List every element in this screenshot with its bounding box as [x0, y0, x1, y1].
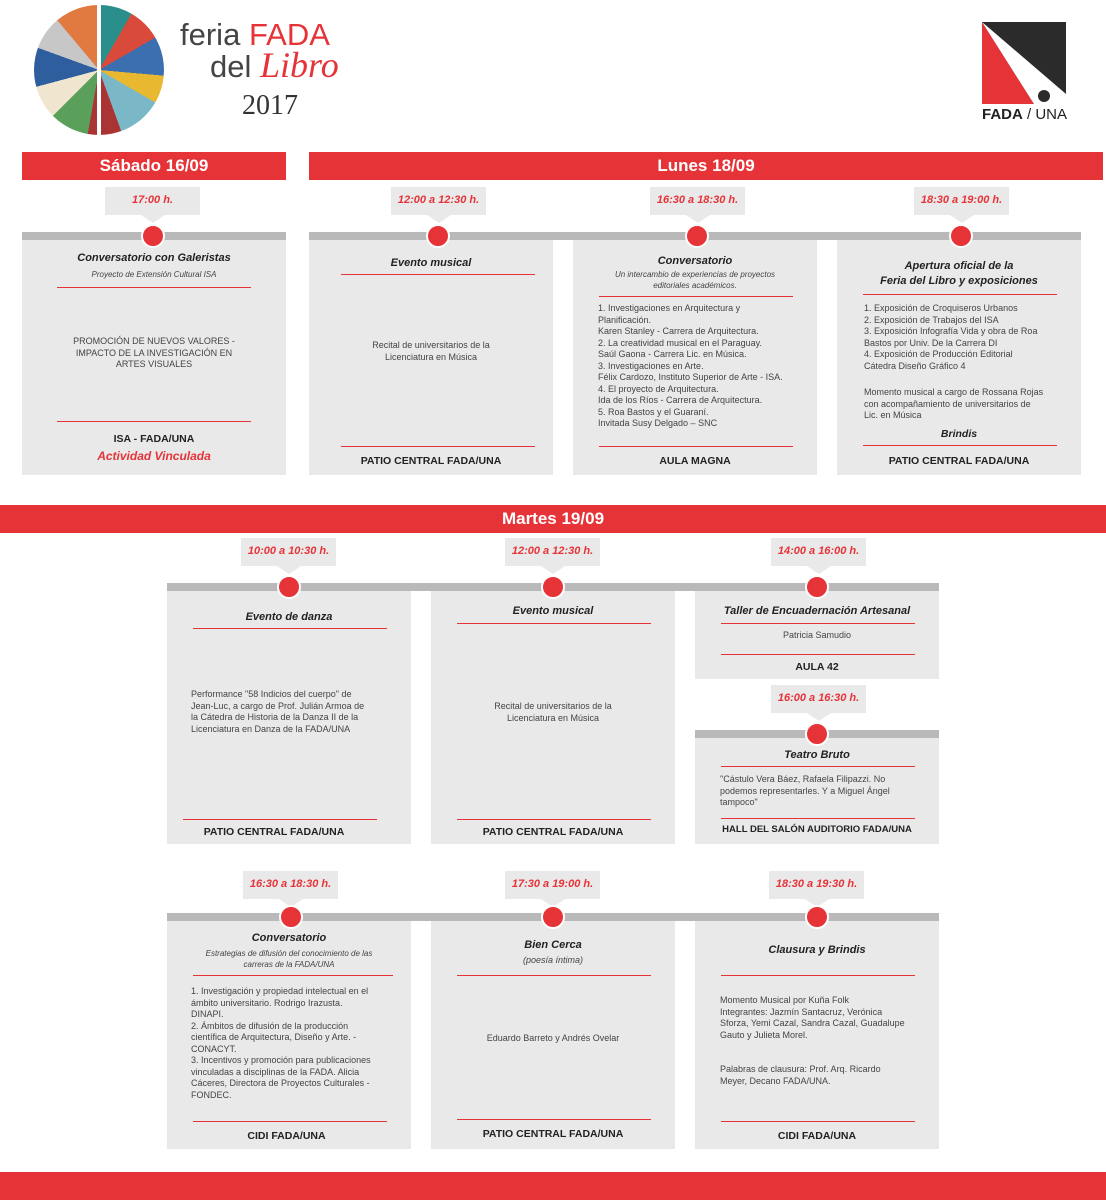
fada-logo-icon [982, 22, 1066, 104]
feria-title [180, 17, 339, 85]
event-card-clausura [695, 921, 939, 1149]
event-place: HALL DEL SALÓN AUDITORIO FADA/UNA [722, 824, 912, 835]
divider [457, 819, 651, 820]
event-subtitle: Proyecto de Extensión Cultural ISA [91, 270, 217, 279]
day-header-sabado: Sábado 16/09 [22, 152, 286, 180]
divider [57, 421, 251, 422]
timeline-dot [426, 224, 450, 248]
footer-bar [0, 1172, 1106, 1200]
timeline-dot [541, 575, 565, 599]
event-place: PATIO CENTRAL FADA/UNA [482, 826, 624, 838]
event-description-closing: Palabras de clausura: Prof. Arq. Ricardo Meyer, Decano FADA/UNA. [720, 1064, 881, 1086]
divider [341, 446, 535, 447]
event-title: Taller de Encuadernación Artesanal [723, 605, 911, 617]
divider [193, 1121, 387, 1122]
time-tag: 18:30 a 19:30 h. [769, 871, 864, 899]
time-tag: 17:00 h. [105, 187, 200, 215]
divider [193, 975, 393, 976]
event-description: Patricia Samudio [782, 630, 852, 640]
event-card-apertura [837, 240, 1081, 475]
timeline-dot [277, 575, 301, 599]
divider [863, 445, 1057, 446]
event-title: Conversatorio [251, 932, 327, 944]
timeline-dot [805, 575, 829, 599]
divider [57, 287, 251, 288]
event-title: Teatro Bruto [784, 749, 850, 761]
title-word-feria: feria [180, 17, 241, 52]
event-description: Performance "58 Indicios del cuerpo" de Jean-Luc, a cargo de Prof. Julián Armoa de la Cátedra de Historia de la Danza II de la Licenciatura en Danza de la FADA/UNA [191, 689, 365, 734]
divider [457, 1119, 651, 1120]
event-place: PATIO CENTRAL FADA/UNA [360, 455, 502, 467]
title-word-del: del [210, 49, 252, 84]
timeline-dot [805, 905, 829, 929]
day-header-martes: Martes 19/09 [0, 505, 1106, 533]
event-description: Recital de universitarios de la Licenciatura en Música [494, 701, 612, 723]
time-tag: 18:30 a 19:00 h. [914, 187, 1009, 215]
event-card-galeristas [22, 240, 286, 475]
event-place: PATIO CENTRAL FADA/UNA [888, 455, 1030, 467]
event-subtitle: Un intercambio de experiencias de proyectos editoriales académicos. [614, 270, 776, 290]
divider [457, 623, 651, 624]
time-tag: 16:00 a 16:30 h. [771, 685, 866, 713]
event-place: CIDI FADA/UNA [777, 1130, 857, 1142]
divider [721, 818, 915, 819]
event-card-musical-lunes [309, 240, 553, 475]
divider [721, 975, 915, 976]
divider [183, 819, 377, 820]
divider [721, 766, 915, 767]
time-tag: 17:30 a 19:00 h. [505, 871, 600, 899]
event-place: PATIO CENTRAL FADA/UNA [482, 1128, 624, 1140]
divider [721, 623, 915, 624]
event-description: "Cástulo Vera Báez, Rafaela Filipazzi. No podemos representarles. Y a Miguel Ángel tampoco" [720, 774, 890, 807]
event-title: Evento de danza [245, 611, 333, 623]
timeline-dot [685, 224, 709, 248]
divider [457, 975, 651, 976]
event-card-conversatorio-lunes [573, 240, 817, 475]
divider [599, 446, 793, 447]
event-card-bien-cerca [431, 921, 675, 1149]
divider [193, 628, 387, 629]
event-title: Bien Cerca [524, 939, 582, 951]
time-tag: 10:00 a 10:30 h. [241, 538, 336, 566]
event-description: PROMOCIÓN DE NUEVOS VALORES - IMPACTO DE LA INVESTIGACIÓN EN ARTES VISUALES [73, 336, 235, 369]
divider [863, 294, 1057, 295]
fada-una-label: FADA / UNA [982, 106, 1068, 123]
event-note: Actividad Vinculada [97, 449, 211, 463]
time-tag: 14:00 a 16:00 h. [771, 538, 866, 566]
event-description: Momento Musical por Kuña Folk Integrantes: Jazmín Santacruz, Verónica Sforza, Yemi Cazal, Sandra Cazal, Guadalupe Gauto y Julieta Morel. [720, 995, 905, 1040]
feria-logo-image [34, 5, 164, 135]
timeline-dot [805, 722, 829, 746]
day-header-lunes: Lunes 18/09 [309, 152, 1103, 180]
timeline-dot [541, 905, 565, 929]
time-tag: 12:00 a 12:30 h. [391, 187, 486, 215]
divider [721, 1121, 915, 1122]
timeline-dot [279, 905, 303, 929]
event-title: Conversatorio con Galeristas [77, 252, 231, 264]
event-card-taller [695, 591, 939, 679]
event-subtitle: (poesía íntima) [522, 955, 584, 965]
event-card-danza [167, 591, 411, 844]
event-title: Evento musical [512, 605, 594, 617]
divider [721, 654, 915, 655]
event-place: AULA 42 [795, 661, 839, 673]
event-place: AULA MAGNA [659, 455, 731, 467]
event-place: ISA - FADA/UNA [113, 433, 195, 445]
event-description: Recital de universitarios de la Licenciatura en Música [372, 340, 490, 362]
timeline-dot [141, 224, 165, 248]
event-description: 1. Investigaciones en Arquitectura y Planificación. Karen Stanley - Carrera de Arquitectura. 2. La creatividad musical en el Paraguay. Saúl Gaona - Carrera Lic. en Música. 3. Investigaciones en Arte. Félix Cardozo, Instituto Superior de Arte - ISA. 4. El proyecto de Arquitectura. Ida de los Ríos - Carrera de Arquitectura. 5. Roa Bastos y el Guaraní. Invitada Susy Delgado – SNC [598, 303, 783, 428]
event-subtitle: Estrategias de difusión del conocimiento de las carreras de la FADA/UNA [205, 949, 373, 969]
event-description: 1. Investigación y propiedad intelectual en el ámbito universitario. Rodrigo Irazusta. DINAPI. 2. Ámbitos de difusión de la producción científica de Arquitectura, Diseño y Arte. - CONACYT. 3. Incentivos y promoción para publicaciones vinculadas a disciplinas de la FADA. Alicia Cáceres, Directora de Proyectos Culturales - FONDEC. [191, 986, 371, 1100]
event-card-conversatorio-martes [167, 921, 411, 1149]
timeline-dot [949, 224, 973, 248]
time-tag: 16:30 a 18:30 h. [650, 187, 745, 215]
event-title: Clausura y Brindis [768, 944, 866, 956]
event-title: Apertura oficial de la Feria del Libro y exposiciones [880, 260, 1038, 287]
feria-year: 2017 [242, 90, 298, 121]
event-card-musical-martes [431, 591, 675, 844]
event-title: Conversatorio [657, 255, 733, 267]
time-tag: 16:30 a 18:30 h. [243, 871, 338, 899]
event-description: Eduardo Barreto y Andrés Ovelar [486, 1033, 620, 1043]
title-word-libro: Libro [260, 45, 339, 85]
event-extra: Brindis [940, 428, 978, 440]
event-description-music: Momento musical a cargo de Rossana Rojas con acompañamiento de universitarios de Lic. en Música [864, 387, 1044, 420]
title-word-fada: FADA [248, 17, 330, 52]
divider [599, 296, 793, 297]
event-card-teatro [695, 738, 939, 844]
event-place: PATIO CENTRAL FADA/UNA [203, 826, 345, 838]
event-place: CIDI FADA/UNA [247, 1130, 326, 1142]
event-title: Evento musical [390, 257, 472, 269]
event-description: 1. Exposición de Croquiseros Urbanos 2. Exposición de Trabajos del ISA 3. Exposición Infografía Vida y obra de Roa Bastos por Univ. De la Carrera DI 4. Exposición de Producción Editorial Cátedra Diseño Gráfico 4 [864, 303, 1038, 371]
time-tag: 12:00 a 12:30 h. [505, 538, 600, 566]
divider [341, 274, 535, 275]
